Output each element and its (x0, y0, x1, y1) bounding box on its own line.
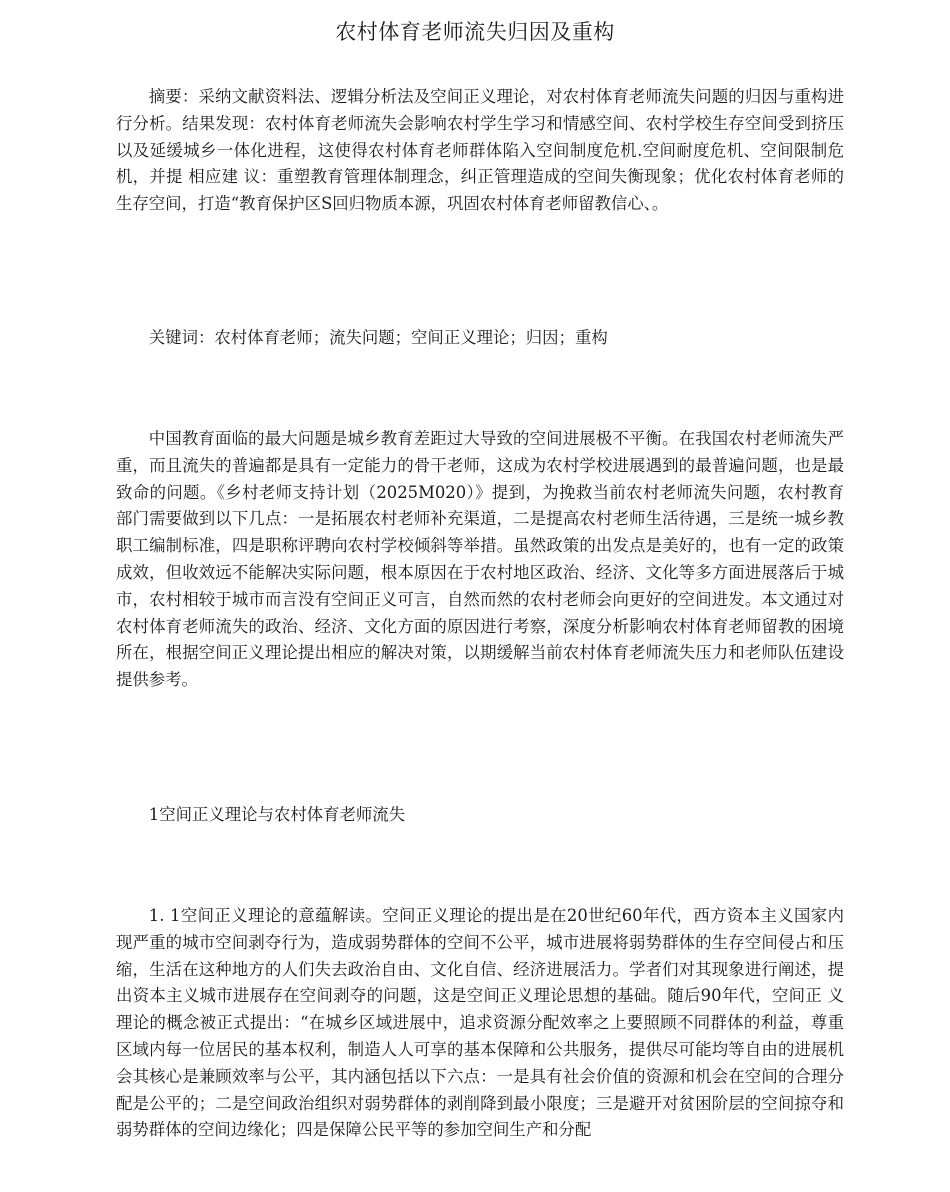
introduction-paragraph: 中国教育面临的最大问题是城乡教育差距过大导致的空间进展极不平衡。在我国农村老师流失严重，而且流失的普遍都是具有一定能力的骨干老师，这成为农村学校进展遇到的最普遍问题，也是最致命的问题。《乡村老师支持计划（2025M020）》提到，为挽救当前农村老师流失问题，农村教育部门需要做到以下几点：一是拓展农村老师补充渠道，二是提高农村老师生活待遇，三是统一城乡教职工编制标准，四是职称评聘向农村学校倾斜等举措。虽然政策的出发点是美好的，也有一定的政策成效，但收效远不能解决实际问题，根本原因在于农村地区政治、经济、文化等多方面进展落后于城市，农村相较于城市而言没有空间正义可言，自然而然的农村老师会向更好的空间进发。本文通过对农村体育老师流失的政治、经济、文化方面的原因进行考察，深度分析影响农村体育老师留教的困境所在，根据空间正义理论提出相应的解决对策，以期缓解当前农村体育老师流失压力和老师队伍建设提供参考。 (116, 429, 844, 690)
abstract-paragraph: 摘要：采纳文献资料法、逻辑分析法及空间正义理论，对农村体育老师流失问题的归因与重构进行分析。结果发现：农村体育老师流失会影响农村学生学习和情感空间、农村学校生存空间受到挤压以及延缓城乡一体化进程，这使得农村体育老师群体陷入空间制度危机.空间耐度危机、空间限制危机，并提 相应建 议：重塑教育管理体制理念，纠正管理造成的空间失衡现象；优化农村体育老师的生存空间，打造“教育保护区S回归物质本源，巩固农村体育老师留教信心、。 (116, 87, 844, 214)
section-1-1-paragraph: 1. 1空间正义理论的意蕴解读。空间正义理论的提出是在20世纪60年代，西方资本主义国家内现严重的城市空间剥夺行为，造成弱势群体的空间不公平，城市进展将弱势群体的生存空间侵占和压缩，生活在这种地方的人们失去政治自由、文化自信、经济进展活力。学者们对其现象进行阐述，提出资本主义城市进展存在空间剥夺的问题，这是空间正义理论思想的基础。随后90年代，空间正 义理论的概念被正式提出：“在城乡区域进展中，追求资源分配效率之上要照顾不同群体的利益，尊重区域内每一位居民的基本权利，制造人人可享的基本保障和公共服务，提供尽可能均等自由的进展机会其核心是兼顾效率与公平，其内涵包括以下六点：一是具有社会价值的资源和机会在空间的合理分配是公平的；二是空间政治组织对弱势群体的剥削降到最小限度；三是避开对贫困阶层的空间掠夺和弱势群体的空间边缘化；四是保障公民平等的参加空间生产和分配 (116, 906, 844, 1140)
document-title: 农村体育老师流失归因及重构 (335, 20, 615, 44)
section-1-heading: 1空间正义理论与农村体育老师流失 (148, 805, 406, 824)
keywords-paragraph: 关键词：农村体育老师；流失问题；空间正义理论；归因；重构 (148, 328, 608, 347)
